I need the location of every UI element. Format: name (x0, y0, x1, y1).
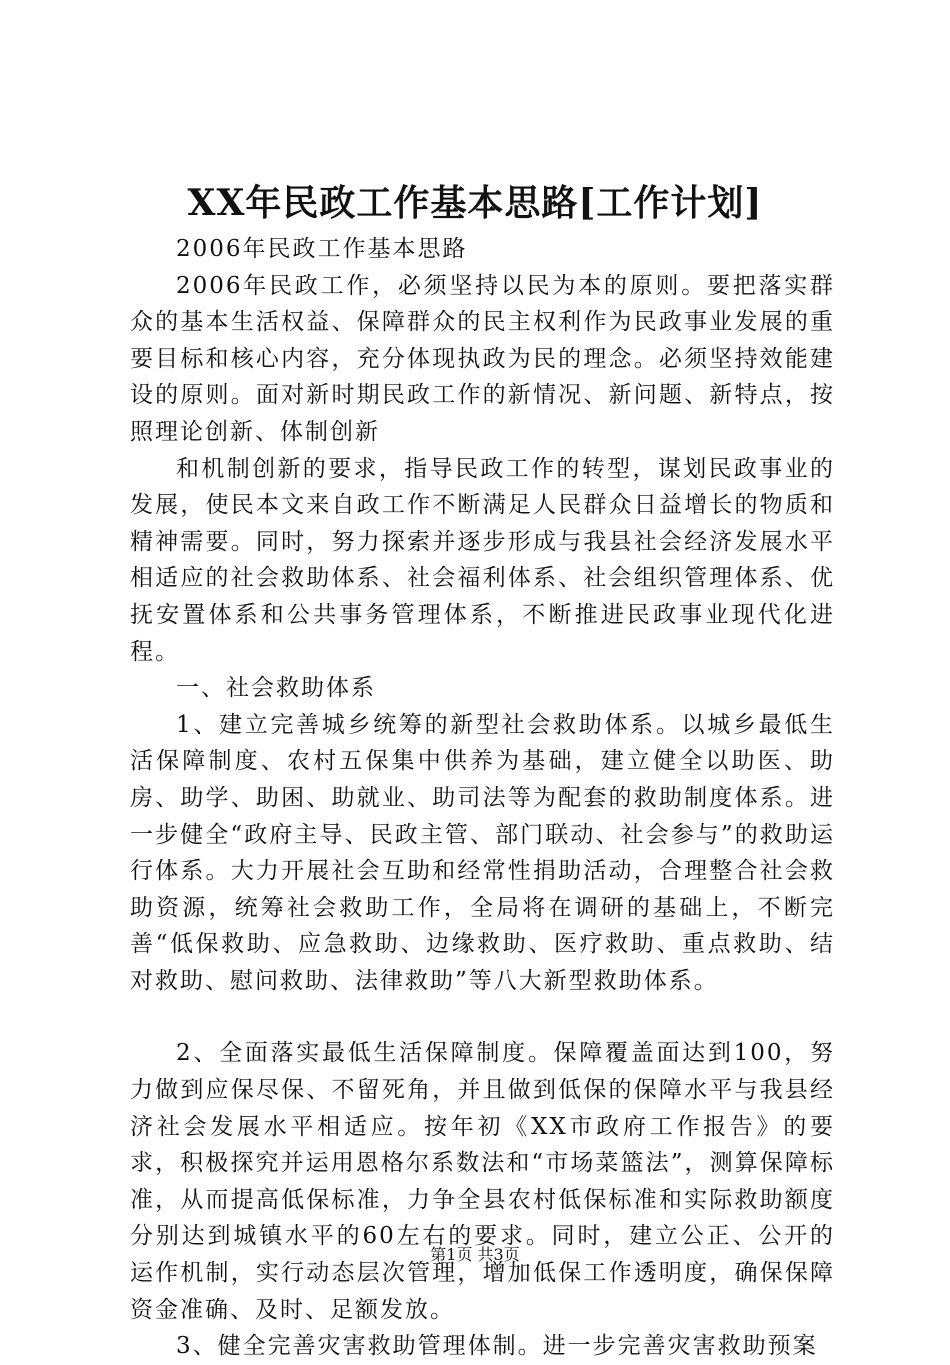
paragraph: 2、全面落实最低生活保障制度。保障覆盖面达到100，努力做到应保尽保、不留死角，并且做到低保的保障水平与我县经济社会发展水平相适应。按年初《XX市政府工作报告》的要求，积极探究并运用恩格尔系数法和“市场菜篮法”，测算保障标准，从而提高低保标准，力争全县农村低保标准和实际救助额度分别达到城镇水平的60左右的要求。同时，建立公正、公开的运作机制，实行动态层次管理，增加低保工作透明度，确保保障资金准确、及时、足额发放。 (130, 1040, 835, 1323)
section-heading: 一、社会救助体系 (176, 675, 376, 702)
document-title: XX年民政工作基本思路[工作计划] (187, 182, 763, 224)
paragraph: 2006年民政工作，必须坚持以民为本的原则。要把落实群众的基本生活权益、保障群众的民主权利作为民政事业发展的重要目标和核心内容，充分体现执政为民的理念。必须坚持效能建设的原则。面对新时期民政工作的新情况、新问题、新特点，按照理论创新、体制创新 (130, 272, 835, 445)
page-number-footer: 第1页 共3页 (430, 1245, 520, 1264)
paragraph-heading: 2006年民政工作基本思路 (176, 236, 468, 262)
paragraph: 和机制创新的要求，指导民政工作的转型，谋划民政事业的发展，使民本文来自政工作不断满足人民群众日益增长的物质和精神需要。同时，努力探索并逐步形成与我县社会经济发展水平相适应的社会救助体系、社会福利体系、社会组织管理体系、优抚安置体系和公共事务管理体系，不断推进民政事业现代化进程。 (130, 455, 835, 665)
document-body (130, 231, 835, 1365)
paragraph: 1、建立完善城乡统筹的新型社会救助体系。以城乡最低生活保障制度、农村五保集中供养为基础，建立健全以助医、助房、助学、助困、助就业、助司法等为配套的救助制度体系。进一步健全“政府主导、民政主管、部门联动、社会参与”的救助运行体系。大力开展社会互助和经常性捐助活动，合理整合社会救助资源，统筹社会救助工作，全局将在调研的基础上，不断完善“低保救助、应急救助、边缘救助、医疗救助、重点救助、结对救助、慰问救助、法律救助”等八大新型救助体系。 (130, 711, 835, 994)
paragraph: 3、健全完善灾害救助管理体制。进一步完善灾害救助预案 (176, 1333, 818, 1360)
